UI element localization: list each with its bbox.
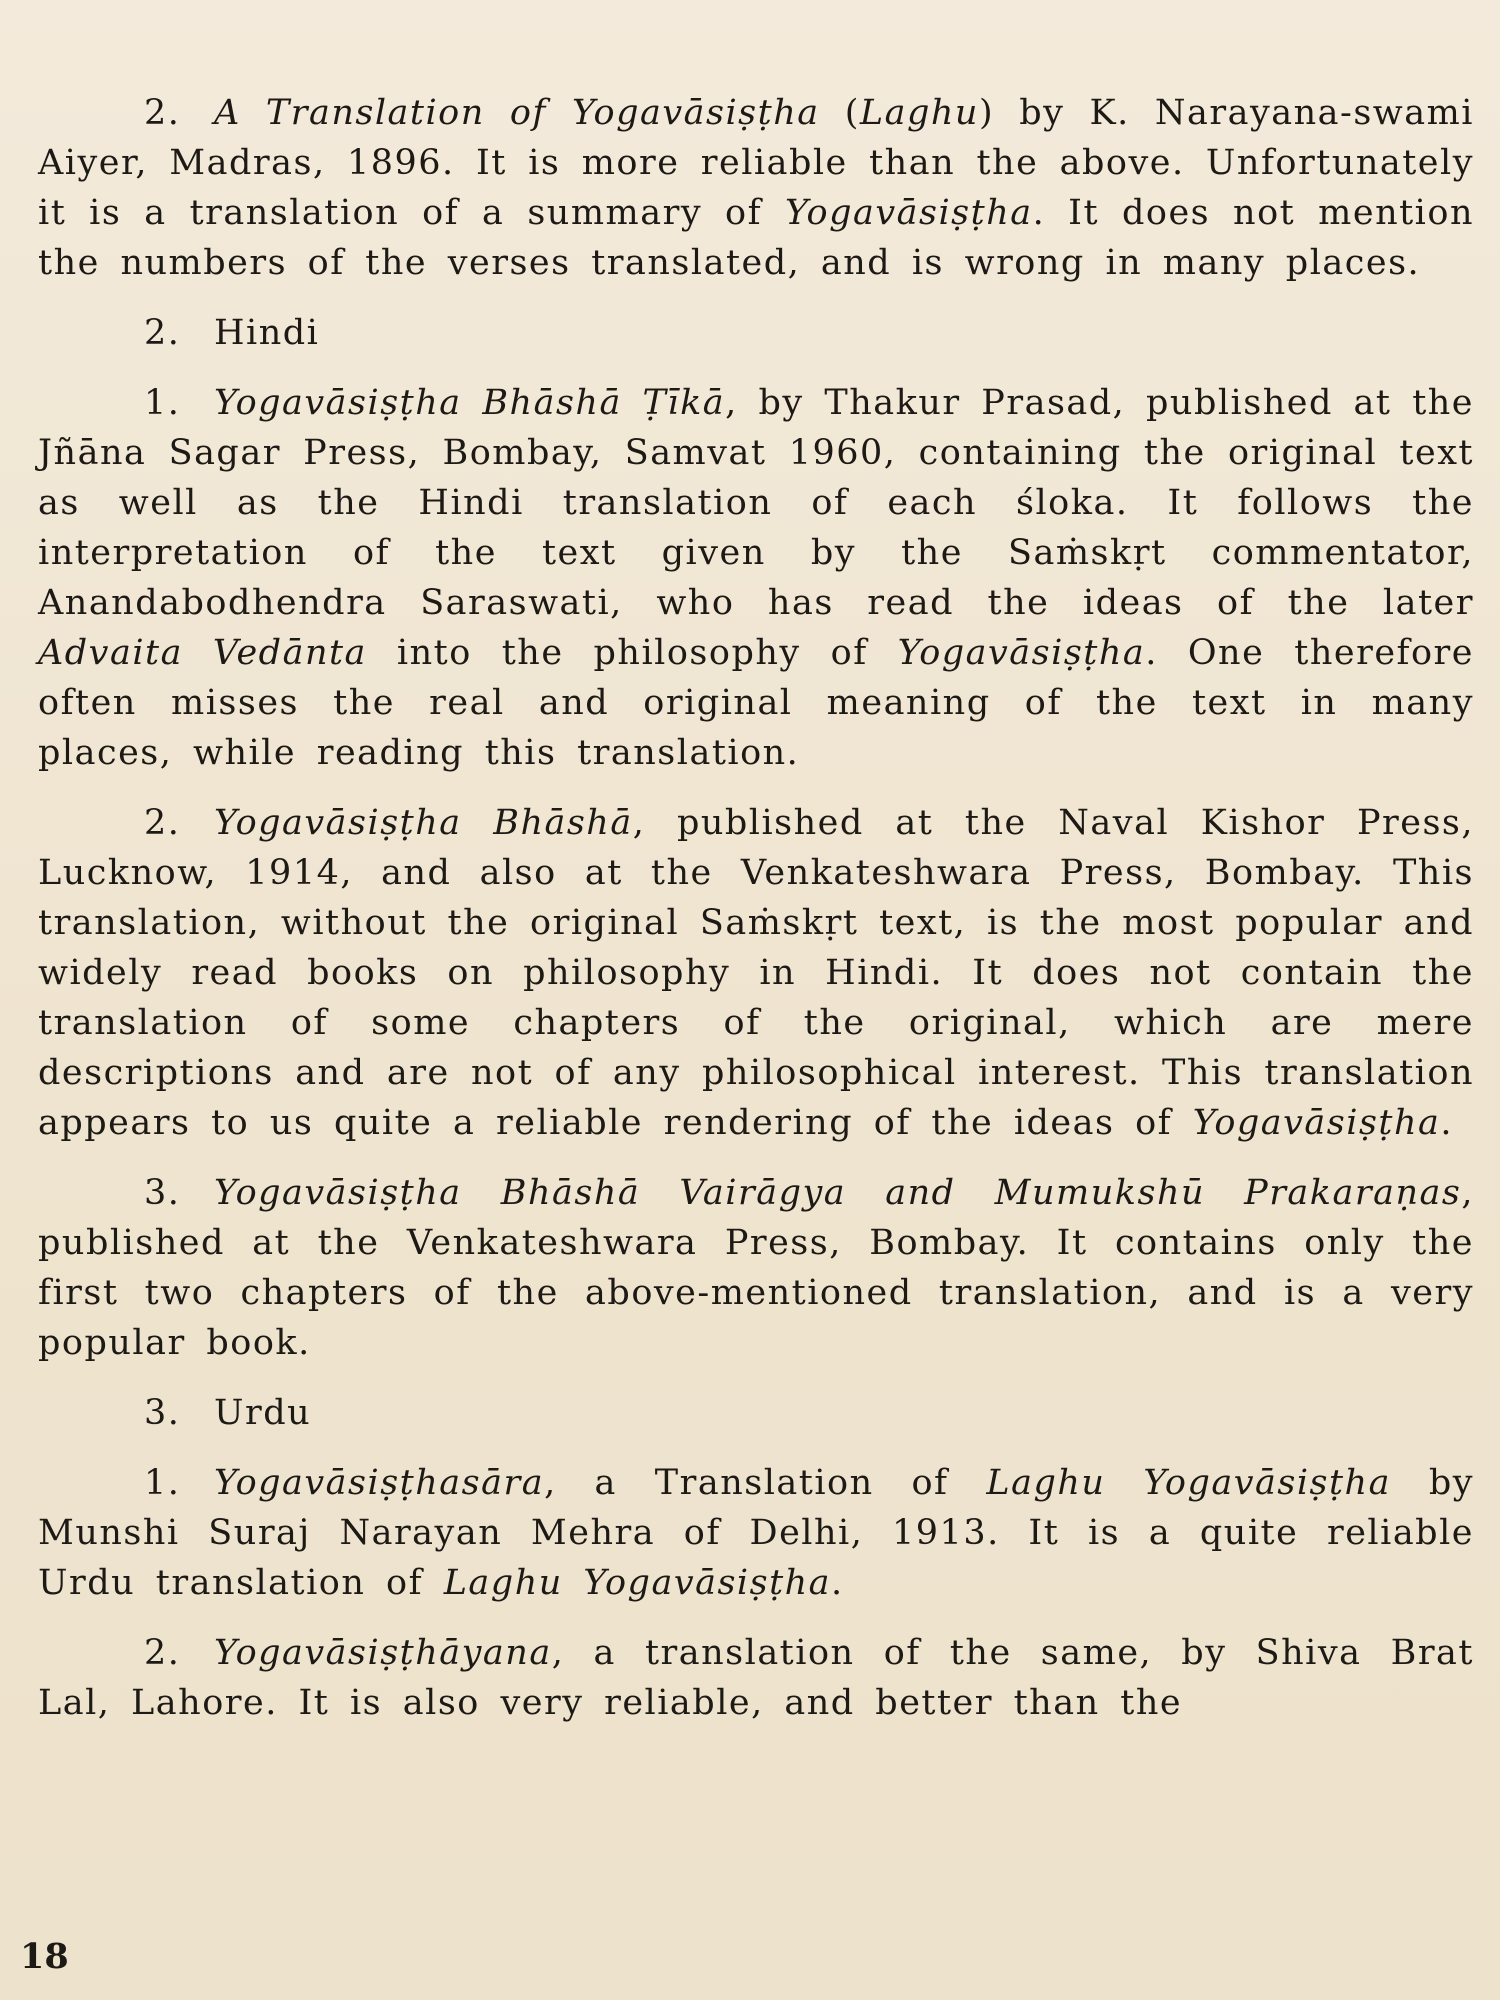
paragraph-text: into the philosophy of	[366, 633, 898, 673]
paragraph-text: .	[831, 1563, 844, 1603]
italic-book-title: Yogavāsiṣṭha Bhāshā Ṭīkā	[214, 383, 726, 423]
italic-book-title: Yogavāsiṣṭha	[897, 633, 1146, 673]
paragraph-text: ) by K. Narayana-swami Aiyer, Madras, 1896. It is more reliable than the above. Unfortunately it is a translation of a summary of	[38, 93, 1474, 233]
page-number: 18	[20, 1936, 69, 1977]
paragraph-text: (	[819, 93, 860, 133]
italic-book-title: Yogavāsiṣṭha	[784, 193, 1033, 233]
section-title: Urdu	[214, 1393, 312, 1433]
italic-book-title: A Translation of Yogavāsiṣṭha	[214, 93, 820, 133]
italic-book-title: Yogavāsiṣṭhāyana	[214, 1633, 552, 1673]
paragraph-hindi-3	[38, 1168, 1474, 1368]
paragraph-number: 3.	[144, 1173, 181, 1213]
section-number: 3.	[144, 1393, 181, 1433]
paragraph-hindi-2	[38, 798, 1474, 1148]
paragraph-number: 2.	[144, 93, 181, 133]
paragraph-urdu-1	[38, 1458, 1474, 1608]
section-heading-hindi	[38, 308, 1474, 358]
paragraph-urdu-2	[38, 1628, 1474, 1728]
italic-subtitle: Laghu	[859, 93, 979, 133]
italic-book-title: Laghu Yogavāsiṣṭha	[986, 1463, 1391, 1503]
paragraph-number: 1.	[144, 383, 181, 423]
paragraph-text: , by Thakur Prasad, published at the Jñāna Sagar Press, Bombay, Samvat 1960, containing the original text as well as the Hindi translation of each śloka. It follows the interpretation of the text given by the Saṁskṛt commentator, Anandabodhendra Saraswati, who has read the ideas of the later	[38, 383, 1475, 623]
paragraph-text: , published at the Naval Kishor Press, Lucknow, 1914, and also at the Venkateshwara Press, Bombay. This translation, without the original Saṁskṛt text, is the most popular and widely read books on philosophy in Hindi. It does not contain the translation of some chapters of the original, which are mere descriptions and are not of any philosophical interest. This translation appears to us quite a reliable rendering of the ideas of	[38, 803, 1474, 1143]
paragraph-text: . It does not mention the numbers of the verses translated, and is wrong in many places.	[38, 193, 1474, 283]
italic-term: Advaita Vedānta	[38, 633, 367, 673]
paragraph-text: , a Translation of	[544, 1463, 987, 1503]
italic-book-title: Yogavāsiṣṭha Bhāshā	[214, 803, 633, 843]
section-number: 2.	[144, 313, 181, 353]
paragraph-number: 2.	[144, 803, 181, 843]
paragraph-text: . One therefore often misses the real and original meaning of the text in many places, while reading this translation.	[38, 633, 1474, 773]
italic-book-title: Yogavāsiṣṭha Bhāshā Vairāgya and Mumukshū Prakaraṇas	[214, 1173, 1462, 1213]
italic-book-title: Yogavāsiṣṭhasāra	[214, 1463, 545, 1503]
paragraph-text: by Munshi Suraj Narayan Mehra of Delhi, 1913. It is a quite reliable Urdu translation of	[38, 1463, 1474, 1603]
section-title: Hindi	[214, 313, 320, 353]
paragraph-hindi-1	[38, 378, 1474, 778]
paragraph-text: .	[1440, 1103, 1454, 1143]
italic-book-title: Yogavāsiṣṭha	[1192, 1103, 1441, 1143]
section-heading-urdu	[38, 1388, 1474, 1438]
italic-book-title: Laghu Yogavāsiṣṭha	[443, 1563, 832, 1603]
paragraph-english-translation-2	[38, 88, 1474, 288]
document-body	[38, 88, 1474, 1748]
paragraph-number: 2.	[144, 1633, 181, 1673]
paragraph-text: , published at the Venkateshwara Press, Bombay. It contains only the first two chapters of the above-mentioned translation, and is a very popular book.	[38, 1173, 1474, 1363]
paragraph-number: 1.	[144, 1463, 181, 1503]
paragraph-text: , a translation of the same, by Shiva Brat Lal, Lahore. It is also very reliable, and better than the	[38, 1633, 1474, 1723]
